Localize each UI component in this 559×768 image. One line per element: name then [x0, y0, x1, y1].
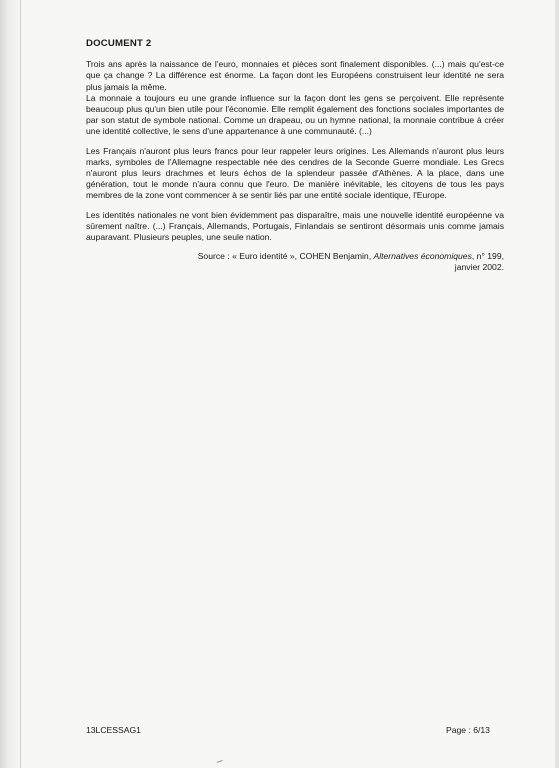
paragraph-1: Trois ans après la naissance de l'euro, monnaies et pièces sont finalement disponibles. (...) mais qu'est-ce que ça change ? La différence est énorme. La façon dont les Européens construisent leur identité ne sera plus jamais la même. — [86, 59, 504, 92]
scan-artifact-mark — [215, 756, 222, 763]
source-date: janvier 2002. — [454, 262, 504, 273]
source-publication: Alternatives économiques — [373, 251, 472, 262]
footer-code: 13LCESSAG1 — [86, 725, 141, 735]
paragraph-4: Les identités nationales ne vont bien évidemment pas disparaître, mais une nouvelle identité européenne va sûrement naître. (...) Français, Allemands, Portugais, Finlandais se sentiront désormais unis comme jamais auparavant. Plusieurs peuples, une seule nation. — [86, 209, 504, 243]
paragraph-3: Les Français n'auront plus leurs francs pour leur rappeler leurs origines. Les Allemands n'auront plus leurs marks, symboles de l'Allemagne respectable née des cendres de la Seconde Guerre mondiale. Les Grecs n'auront plus leurs drachmes et leurs échos de la splendeur passée d'Athènes. A la place, dans une génération, tout le monde n'aura connu que l'euro. De manière inévitable, les citoyens de tous les pays membres de la zone vont commencer à se sentir liés par une entité sociale identique, l'Europe. — [86, 145, 504, 201]
source-citation — [86, 251, 504, 273]
scan-right-edge — [555, 0, 559, 768]
paragraph-2: La monnaie a toujours eu une grande influence sur la façon dont les gens se perçoivent. Elle représente beaucoup plus qu'un bien utile pour l'économie. Elle remplit également des fonctions sociales importantes de par son statut de symbole national. Comme un drapeau, ou un hymne national, la monnaie contribue à créer une identité collective, le sens d'une appartenance à une communauté. (...) — [86, 92, 504, 137]
footer-page-number: Page : 6/13 — [446, 725, 490, 735]
source-prefix: Source : « Euro identité », COHEN Benjamin, — [197, 251, 374, 262]
scan-left-edge — [0, 0, 22, 768]
scan-binding-line — [20, 0, 21, 768]
source-suffix: , n° 199, — [471, 251, 504, 262]
document-title: DOCUMENT 2 — [86, 38, 152, 49]
document-body — [86, 38, 504, 274]
